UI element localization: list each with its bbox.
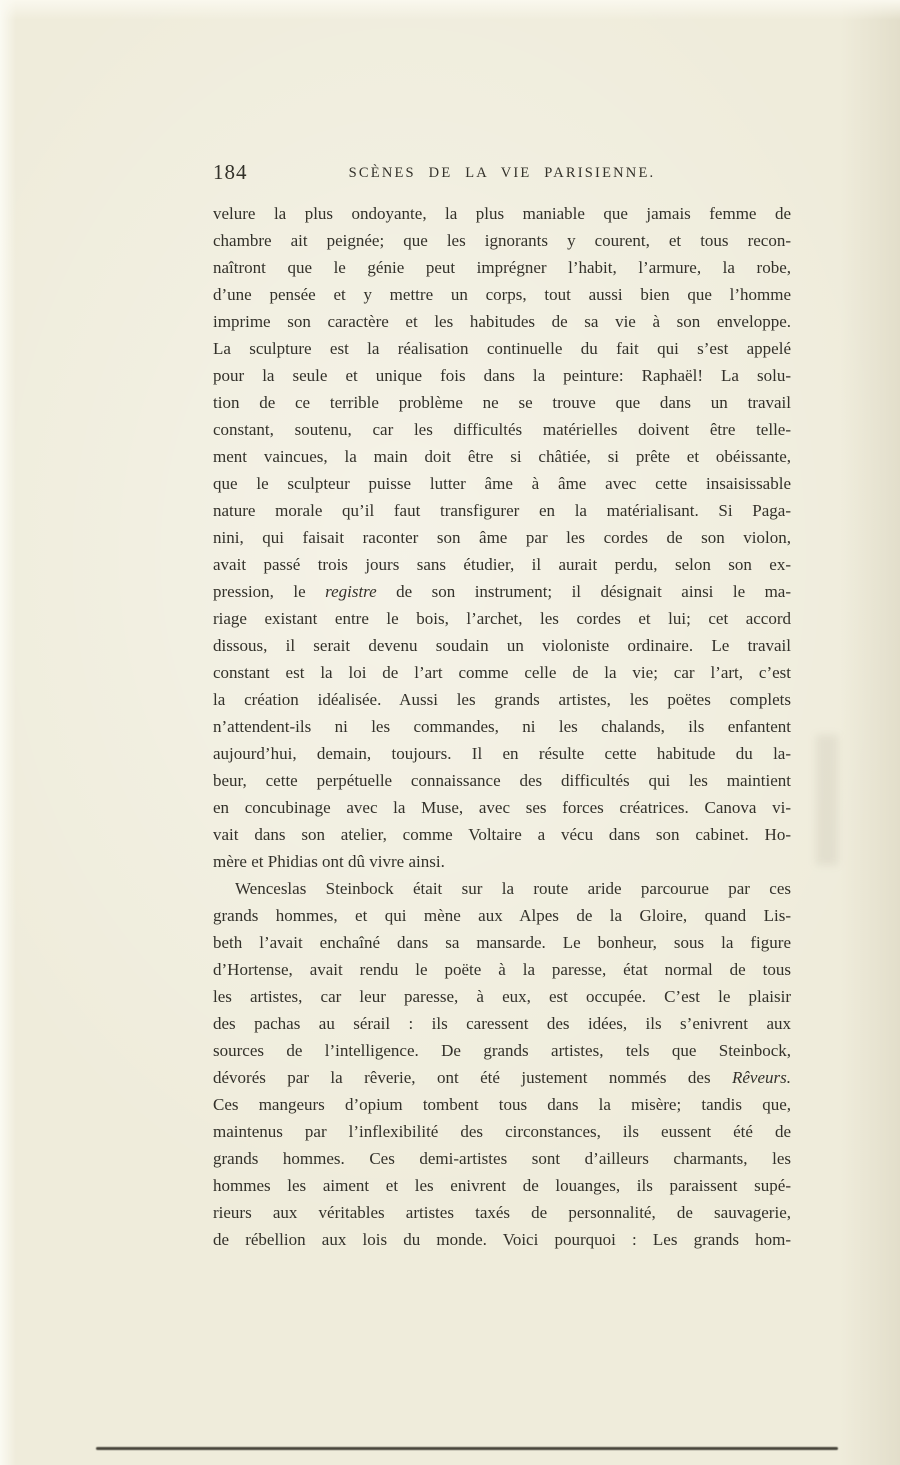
text-line: beth l’avait enchaîné dans sa mansarde. Le bonheur, sous la figure [213,933,791,952]
text-line: tion de ce terrible problème ne se trouve que dans un travail [213,393,791,412]
text-line: grands hommes. Ces demi-artistes sont d’ailleurs charmants, les [213,1149,791,1168]
text-line: beur, cette perpétuelle connaissance des difficultés qui les maintient [213,771,791,790]
running-title: SCÈNES DE LA VIE PARISIENNE. [348,165,656,181]
text-line: La sculpture est la réalisation continuelle du fait qui s’est appelé [213,339,791,358]
text-line: mère et Phidias ont dû vivre ainsi. [213,852,445,871]
paragraph [213,200,791,875]
text-line: constant, soutenu, car les difficultés matérielles doivent être telle- [213,420,791,439]
text-line: maintenus par l’inflexibilité des circonstances, ils eussent été de [213,1122,791,1141]
text-line: Wenceslas Steinbock était sur la route aride parcourue par ces [235,879,791,898]
text-line: pression, le registre de son instrument; il désignait ainsi le ma- [213,582,791,601]
text-line: ment vaincues, la main doit être si châtiée, si prête et obéissante, [213,447,791,466]
text-line: vait dans son atelier, comme Voltaire a vécu dans son cabinet. Ho- [213,825,791,844]
text-line: grands hommes, et qui mène aux Alpes de la Gloire, quand Lis- [213,906,791,925]
text-line: que le sculpteur puisse lutter âme à âme avec cette insaisissable [213,474,791,493]
text-line: sources de l’intelligence. De grands artistes, tels que Steinbock, [213,1041,791,1060]
text-line: n’attendent-ils ni les commandes, ni les chalands, ils enfantent [213,717,791,736]
text-line: Ces mangeurs d’opium tombent tous dans la misère; tandis que, [213,1095,791,1114]
page-content [213,160,791,1253]
text-line: imprime son caractère et les habitudes de sa vie à son enveloppe. [213,312,791,331]
italic-word: registre [325,582,377,601]
text-line: rieurs aux véritables artistes taxés de personnalité, de sauvagerie, [213,1203,791,1222]
scan-artifact-bottom-edge [96,1447,838,1450]
italic-word: Rêveurs. [731,1068,791,1087]
text-line: d’Hortense, avait rendu le poëte à la paresse, état normal de tous [213,960,791,979]
text-line: aujourd’hui, demain, toujours. Il en résulte cette habitude du la- [213,744,791,763]
text-block [213,200,791,1253]
text-line: en concubinage avec la Muse, avec ses forces créatrices. Canova vi- [213,798,791,817]
paragraph [213,875,791,1253]
scan-artifact-right-bleed [816,735,838,865]
text-line: dissous, il serait devenu soudain un violoniste ordinaire. Le travail [213,636,791,655]
text-line: nature morale qu’il faut transfigurer en la matérialisant. Si Paga- [213,501,791,520]
text-line: dévorés par la rêverie, ont été justement nommés des Rêveurs. [213,1068,791,1087]
text-line: des pachas au sérail : ils caressent des idées, ils s’enivrent aux [213,1014,791,1033]
text-line: chambre ait peignée; que les ignorants y courent, et tous recon- [213,231,791,250]
page-header [213,160,791,192]
text-line: constant est la loi de l’art comme celle de la vie; car l’art, c’est [213,663,791,682]
text-line: de rébellion aux lois du monde. Voici pourquoi : Les grands hom- [213,1230,791,1249]
text-line: pour la seule et unique fois dans la peinture: Raphaël! La solu- [213,366,791,385]
text-line: velure la plus ondoyante, la plus maniable que jamais femme de [213,204,791,223]
text-line: avait passé trois jours sans étudier, il aurait perdu, selon son ex- [213,555,791,574]
text-line: riage existant entre le bois, l’archet, les cordes et lui; cet accord [213,609,791,628]
page-number: 184 [213,160,248,184]
text-line: d’une pensée et y mettre un corps, tout aussi bien que l’homme [213,285,791,304]
text-line: naîtront que le génie peut imprégner l’habit, l’armure, la robe, [213,258,791,277]
text-line: la création idéalisée. Aussi les grands artistes, les poëtes complets [213,690,791,709]
text-line: les artistes, car leur paresse, à eux, est occupée. C’est le plaisir [213,987,791,1006]
text-line: hommes les aiment et les enivrent de louanges, ils paraissent supé- [213,1176,791,1195]
text-line: nini, qui faisait raconter son âme par les cordes de son violon, [213,528,791,547]
